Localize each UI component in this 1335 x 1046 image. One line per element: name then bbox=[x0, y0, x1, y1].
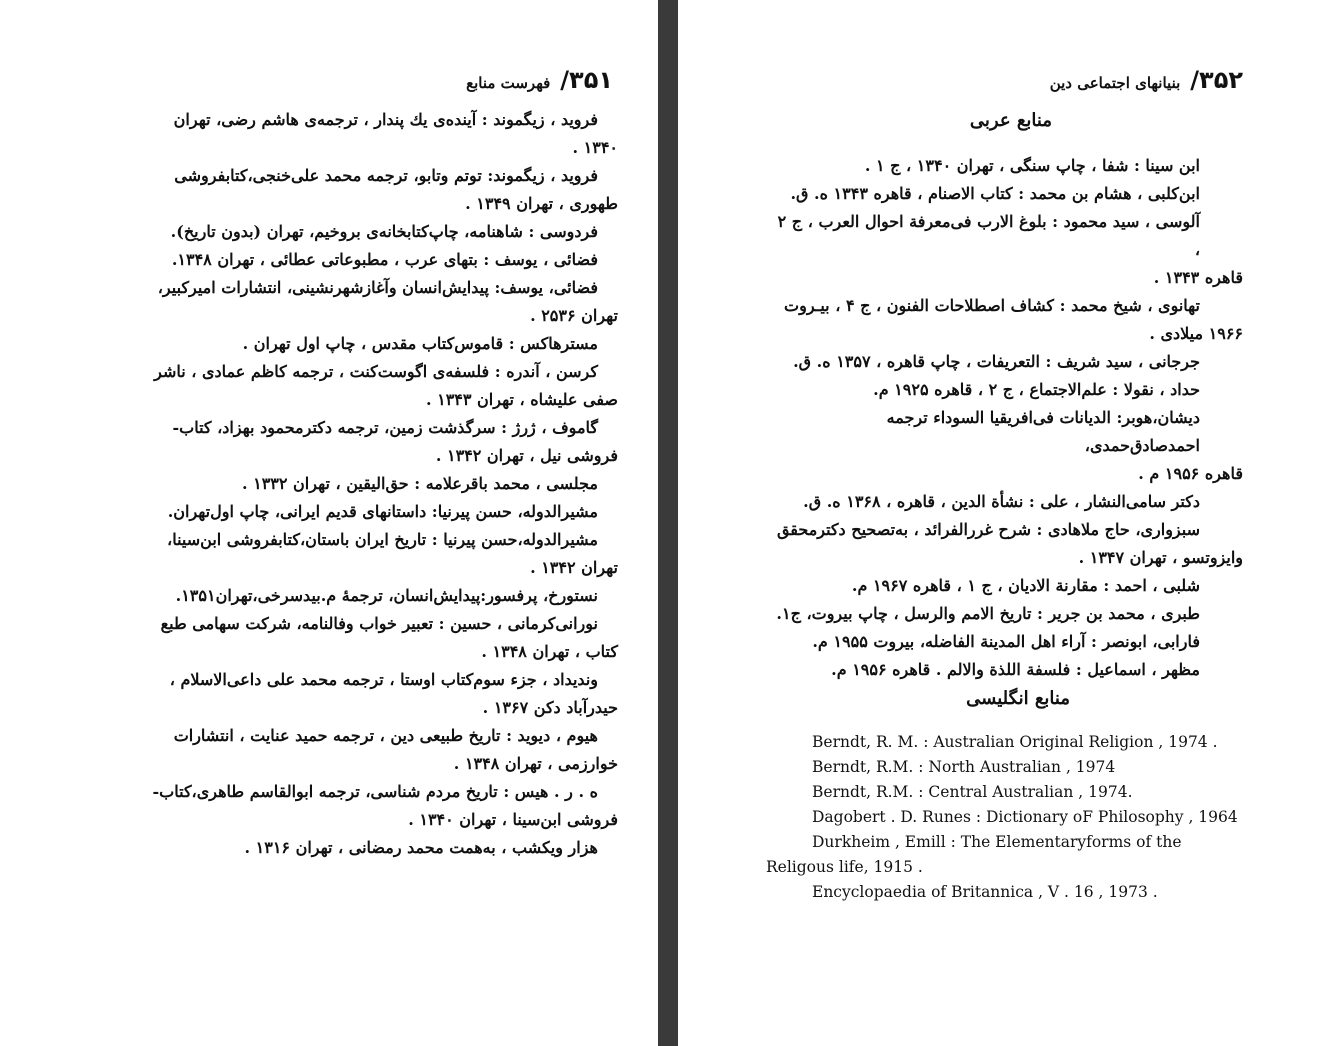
entry-line: Berndt, R. M. : Australian Original Religion , 1974 . bbox=[812, 733, 1218, 751]
bibliography-entry bbox=[53, 834, 618, 862]
bibliography-entry bbox=[766, 755, 1248, 780]
english-bibliography-list bbox=[766, 730, 1248, 905]
bibliography-entry bbox=[766, 830, 1248, 880]
entry-line: آلوسی ، سید محمود : بلوغ الارب فی‌معرفة احوال العرب ، ج ۲ ، bbox=[777, 212, 1200, 259]
bibliography-entry bbox=[768, 180, 1243, 208]
bibliography-entry bbox=[53, 246, 618, 274]
entry-continuation: طهوری ، تهران ۱۳۴۹ . bbox=[465, 194, 618, 213]
entry-line: فردوسی : شاهنامه، چاپ‌کتابخانه‌ی بروخیم، تهران (بدون تاریخ). bbox=[170, 222, 598, 241]
entry-line: Berndt, R.M. : Central Australian , 1974. bbox=[812, 783, 1133, 801]
arabic-bibliography-list bbox=[768, 152, 1243, 684]
entry-line: هزار ویکشب ، به‌همت محمد رمضانی ، تهران ۱۳۱۶ . bbox=[244, 838, 598, 857]
page-number: ۳۵۱/ bbox=[560, 66, 613, 94]
bibliography-entry bbox=[53, 778, 618, 834]
bibliography-list bbox=[53, 106, 618, 862]
arabic-sources-heading: منابع عربی bbox=[969, 110, 1052, 131]
entry-continuation: تهران ۱۳۴۲ . bbox=[530, 558, 618, 577]
bibliography-entry bbox=[768, 208, 1243, 292]
bibliography-entry bbox=[53, 414, 618, 470]
entry-line: فضائی، یوسف: پیدایش‌انسان وآغازشهرنشینی، انتشارات امیرکبیر، bbox=[157, 278, 598, 297]
entry-line: Durkheim , Emill : The Elementaryforms of the bbox=[812, 833, 1182, 851]
bibliography-entry bbox=[768, 292, 1243, 348]
entry-line: ابن‌کلبی ، هشام بن محمد : کتاب الاصنام ، قاهره ۱۳۴۳ ه. ق. bbox=[790, 184, 1200, 203]
entry-continuation: حیدرآباد دکن ۱۳۶۷ . bbox=[482, 698, 618, 717]
right-page bbox=[678, 0, 1335, 1046]
bibliography-entry bbox=[53, 106, 618, 162]
running-title: بنیانهای اجتماعی دین bbox=[1049, 74, 1181, 92]
page-header bbox=[466, 66, 613, 94]
entry-line: مشیرالدوله، حسن پیرنیا: داستانهای قدیم ایرانی، چاپ اول‌تهران. bbox=[167, 502, 598, 521]
entry-continuation: ۱۹۶۶ میلادی . bbox=[1149, 324, 1243, 343]
bibliography-entry bbox=[768, 348, 1243, 376]
entry-line: Berndt, R.M. : North Australian , 1974 bbox=[812, 758, 1116, 776]
entry-line: تهانوی ، شیخ محمد : کشاف اصطلاحات الفنون ، ج ۴ ، بیـروت bbox=[784, 296, 1200, 315]
entry-line: جرجانی ، سید شریف : التعریفات ، چاپ قاهره ، ۱۳۵۷ ه. ق. bbox=[793, 352, 1200, 371]
entry-line: شلبی ، احمد : مقارنة الادیان ، ج ۱ ، قاهره ۱۹۶۷ م. bbox=[851, 576, 1200, 595]
bibliography-entry bbox=[768, 152, 1243, 180]
bibliography-entry bbox=[53, 470, 618, 498]
bibliography-entry bbox=[768, 628, 1243, 656]
page-header bbox=[1050, 66, 1243, 94]
entry-line: نورانی‌کرمانی ، حسین : تعبیر خواب وفالنامه، شرکت سهامی طبع bbox=[160, 614, 598, 633]
entry-line: فروید ، زیگموند : آینده‌ی یك پندار ، ترجمه‌ی هاشم رضی، تهران bbox=[173, 110, 598, 129]
bibliography-entry bbox=[53, 582, 618, 610]
bibliography-entry bbox=[53, 526, 618, 582]
left-page bbox=[0, 0, 658, 1046]
bibliography-entry bbox=[53, 330, 618, 358]
entry-line: مجلسی ، محمد باقرعلامه : حق‌الیقین ، تهران ۱۳۳۲ . bbox=[241, 474, 598, 493]
entry-line: هیوم ، دیوید : تاریخ طبیعی دین ، ترجمه حمید عنایت ، انتشارات bbox=[173, 726, 598, 745]
bibliography-entry bbox=[53, 218, 618, 246]
entry-line: Encyclopaedia of Britannica , V . 16 , 1973 . bbox=[812, 883, 1158, 901]
bibliography-entry bbox=[53, 274, 618, 330]
entry-line: سبزواری، حاج ملاهادی : شرح غررالفرائد ، به‌تصحیح دکترمحقق bbox=[776, 520, 1200, 539]
entry-line: طبری ، محمد بن جریر : تاریخ الامم والرسل ، چاپ بیروت، ج۱. bbox=[776, 604, 1200, 623]
bibliography-entry bbox=[768, 488, 1243, 516]
entry-continuation: فروشی ابن‌سینا ، تهران ۱۳۴۰ . bbox=[408, 810, 618, 829]
entry-line: فروید ، زیگموند: توتم وتابو، ترجمه محمد علی‌خنجی،کتابفروشی bbox=[174, 166, 598, 185]
page-number: ۳۵۲/ bbox=[1190, 66, 1243, 94]
entry-line: فارابی، ابونصر : آراء اهل المدینة الفاضله، بیروت ۱۹۵۵ م. bbox=[812, 632, 1200, 651]
entry-line: ه . ر . هیس : تاریخ مردم شناسی، ترجمه ابوالقاسم طاهری،کتاب- bbox=[152, 782, 598, 801]
bibliography-entry bbox=[768, 376, 1243, 404]
bibliography-entry bbox=[768, 656, 1243, 684]
entry-continuation: قاهره ۱۹۵۶ م . bbox=[1138, 464, 1243, 483]
entry-line: حداد ، نقولا : علم‌الاجتماع ، ج ۲ ، قاهره ۱۹۲۵ م. bbox=[873, 380, 1200, 399]
bibliography-entry bbox=[766, 880, 1248, 905]
entry-continuation: تهران ۲۵۳۶ . bbox=[530, 306, 618, 325]
entry-line: ابن سینا : شفا ، چاپ سنگی ، تهران ۱۳۴۰ ، ج ۱ . bbox=[864, 156, 1200, 175]
entry-line: دکتر سامی‌النشار ، علی : نشأة الدین ، قاهره ، ۱۳۶۸ ه. ق. bbox=[803, 492, 1200, 511]
bibliography-entry bbox=[53, 498, 618, 526]
entry-line: کرسن ، آندره : فلسفه‌ی اگوست‌کنت ، ترجمه کاظم عمادی ، ناشر bbox=[154, 362, 598, 381]
bibliography-entry bbox=[53, 358, 618, 414]
bibliography-entry bbox=[53, 610, 618, 666]
bibliography-entry bbox=[768, 600, 1243, 628]
bibliography-entry bbox=[53, 162, 618, 218]
bibliography-entry bbox=[768, 404, 1243, 488]
bibliography-entry bbox=[768, 572, 1243, 600]
book-gutter bbox=[658, 0, 678, 1046]
entry-continuation: فروشی نیل ، تهران ۱۳۴۲ . bbox=[435, 446, 618, 465]
entry-continuation: Religous life, 1915 . bbox=[766, 858, 923, 876]
entry-line: نستورخ، پرفسور:پیدایش‌انسان، ترجمهٔ م.بیدسرخی،تهران۱۳۵۱. bbox=[175, 586, 598, 605]
entry-continuation: صفی علیشاه ، تهران ۱۳۴۳ . bbox=[425, 390, 618, 409]
running-title: فهرست منابع bbox=[466, 74, 551, 92]
entry-continuation: خوارزمی ، تهران ۱۳۴۸ . bbox=[453, 754, 618, 773]
entry-line: وندیداد ، جزء سوم‌کتاب اوستا ، ترجمه محمد علی داعی‌الاسلام ، bbox=[169, 670, 598, 689]
entry-line: مستر‌هاکس : قاموس‌کتاب مقدس ، چاپ اول تهران . bbox=[242, 334, 598, 353]
bibliography-entry bbox=[766, 805, 1248, 830]
bibliography-entry bbox=[766, 730, 1248, 755]
entry-continuation: وایزوتسو ، تهران ۱۳۴۷ . bbox=[1078, 548, 1243, 567]
bibliography-entry bbox=[53, 666, 618, 722]
entry-line: دیشان،هوبر: الدیانات فی‌افریقیا السوداء ترجمه احمدصادق‌حمدی، bbox=[886, 408, 1200, 455]
entry-line: فضائی ، یوسف : بتهای عرب ، مطبوعاتی عطائی ، تهران ۱۳۴۸. bbox=[171, 250, 598, 269]
entry-continuation: ۱۳۴۰ . bbox=[572, 138, 618, 157]
entry-continuation: کتاب ، تهران ۱۳۴۸ . bbox=[481, 642, 618, 661]
bibliography-entry bbox=[53, 722, 618, 778]
entry-continuation: قاهره ۱۳۴۳ . bbox=[1153, 268, 1243, 287]
bibliography-entry bbox=[766, 780, 1248, 805]
entry-line: گاموف ، ژرژ : سرگذشت زمین، ترجمه دکترمحمود بهزاد، کتاب- bbox=[172, 418, 598, 437]
english-sources-heading: منابع انگلیسی bbox=[966, 688, 1070, 709]
entry-line: مظهر ، اسماعیل : فلسفة اللذة والالم . قاهره ۱۹۵۶ م. bbox=[831, 660, 1200, 679]
bibliography-entry bbox=[768, 516, 1243, 572]
entry-line: مشیرالدوله،حسن پیرنیا : تاریخ ایران باستان،کتابفروشی ابن‌سینا، bbox=[167, 530, 598, 549]
entry-line: Dagobert . D. Runes : Dictionary oF Philosophy , 1964 bbox=[812, 808, 1238, 826]
